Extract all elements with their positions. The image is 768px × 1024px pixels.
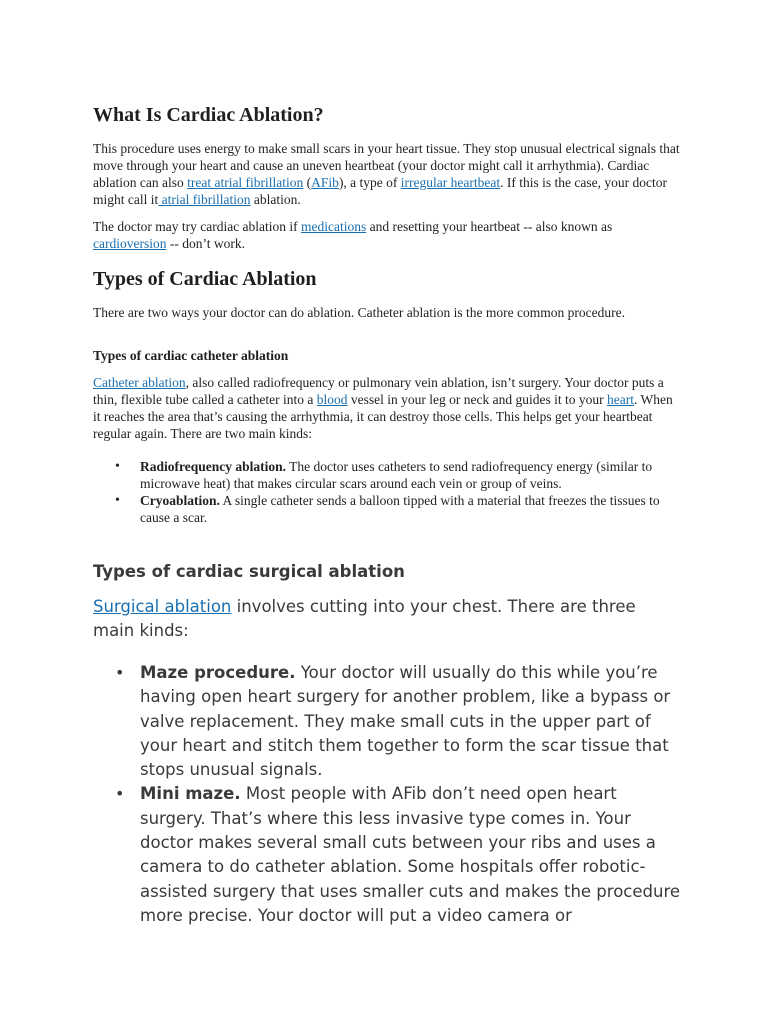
link-surgical-ablation[interactable]: Surgical ablation	[93, 597, 232, 616]
text: The doctor may try cardiac ablation if	[93, 219, 302, 234]
link-afib[interactable]: AFib	[311, 175, 339, 190]
link-cardioversion[interactable]: cardioversion	[93, 236, 167, 251]
text: This procedure uses energy to make small scars in your heart tissue. They stop unusual electrical signals that move through your heart and cause an uneven heartbeat (your doctor might call it arrhythmia). Cardiac ablation can also	[93, 141, 680, 190]
item-text: Most people with AFib don’t need open heart surgery. That’s where this less invasive type comes in. Your doctor makes several small cuts between your ribs and uses a camera to do catheter ablation. Some hospitals offer robotic-assisted surgery that uses smaller cuts and makes the procedure more precise. Your doctor will put a video camera or	[140, 784, 681, 925]
item-text: Your doctor will usually do this while you’re having open heart surgery for another problem, like a bypass or valve replacement. They make small cuts in the upper part of your heart and stitch them together to form the scar tissue that stops unusual signals.	[140, 663, 671, 780]
list-item	[93, 782, 683, 928]
page-title: What Is Cardiac Ablation?	[93, 104, 324, 126]
medications-paragraph	[93, 218, 683, 252]
item-text: A single catheter sends a balloon tipped with a material that freezes the tissues to cause a scar.	[140, 493, 660, 525]
link-irregular-heartbeat[interactable]: irregular heartbeat	[400, 175, 501, 190]
text: (	[303, 175, 312, 190]
intro-paragraph	[93, 140, 683, 208]
catheter-types-list	[93, 458, 683, 526]
two-ways-paragraph: There are two ways your doctor can do ablation. Catheter ablation is the more common procedure.	[93, 305, 625, 320]
text: , also called radiofrequency or pulmonary vein ablation, isn’t surgery. Your doctor puts a thin, flexible tube called a catheter into a	[93, 375, 664, 407]
item-title: Maze procedure.	[140, 663, 296, 682]
link-heart[interactable]: heart	[607, 392, 634, 407]
link-treat-atrial-fibrillation[interactable]: treat atrial fibrillation	[187, 175, 304, 190]
item-title: Cryoablation.	[140, 493, 220, 508]
text: -- don’t work.	[166, 236, 245, 251]
catheter-paragraph	[93, 374, 683, 442]
catheter-subheading: Types of cardiac catheter ablation	[93, 348, 289, 363]
item-title: Mini maze.	[140, 784, 241, 804]
text: ablation.	[250, 192, 301, 207]
text: ), a type of	[338, 175, 401, 190]
text: . When it reaches the area that’s causing the arrhythmia, it can destroy those cells. This helps get your heartbeat regular again. There are two main kinds:	[93, 392, 673, 441]
types-heading: Types of Cardiac Ablation	[93, 268, 317, 290]
text: and resetting your heartbeat -- also known as	[366, 219, 613, 234]
item-title: Radiofrequency ablation.	[140, 459, 287, 474]
link-catheter-ablation[interactable]: Catheter ablation	[93, 375, 186, 390]
surgical-intro-paragraph	[93, 595, 653, 643]
item-text: The doctor uses catheters to send radiofrequency energy (similar to microwave heat) that makes circular scars around each vein or group of veins.	[140, 459, 653, 491]
text: . If this is the case, your doctor might call it	[93, 175, 667, 207]
text: vessel in your leg or neck and guides it to your	[347, 392, 607, 407]
link-blood[interactable]: blood	[316, 392, 348, 407]
link-medications[interactable]: medications	[301, 219, 367, 234]
list-item	[93, 458, 683, 492]
list-item	[93, 661, 683, 782]
surgical-subheading: Types of cardiac surgical ablation	[93, 562, 405, 581]
list-item	[93, 492, 683, 526]
surgical-types-list	[93, 661, 683, 928]
link-atrial-fibrillation[interactable]: atrial fibrillation	[158, 192, 251, 207]
text: involves cutting into your chest. There are three main kinds:	[93, 597, 636, 640]
